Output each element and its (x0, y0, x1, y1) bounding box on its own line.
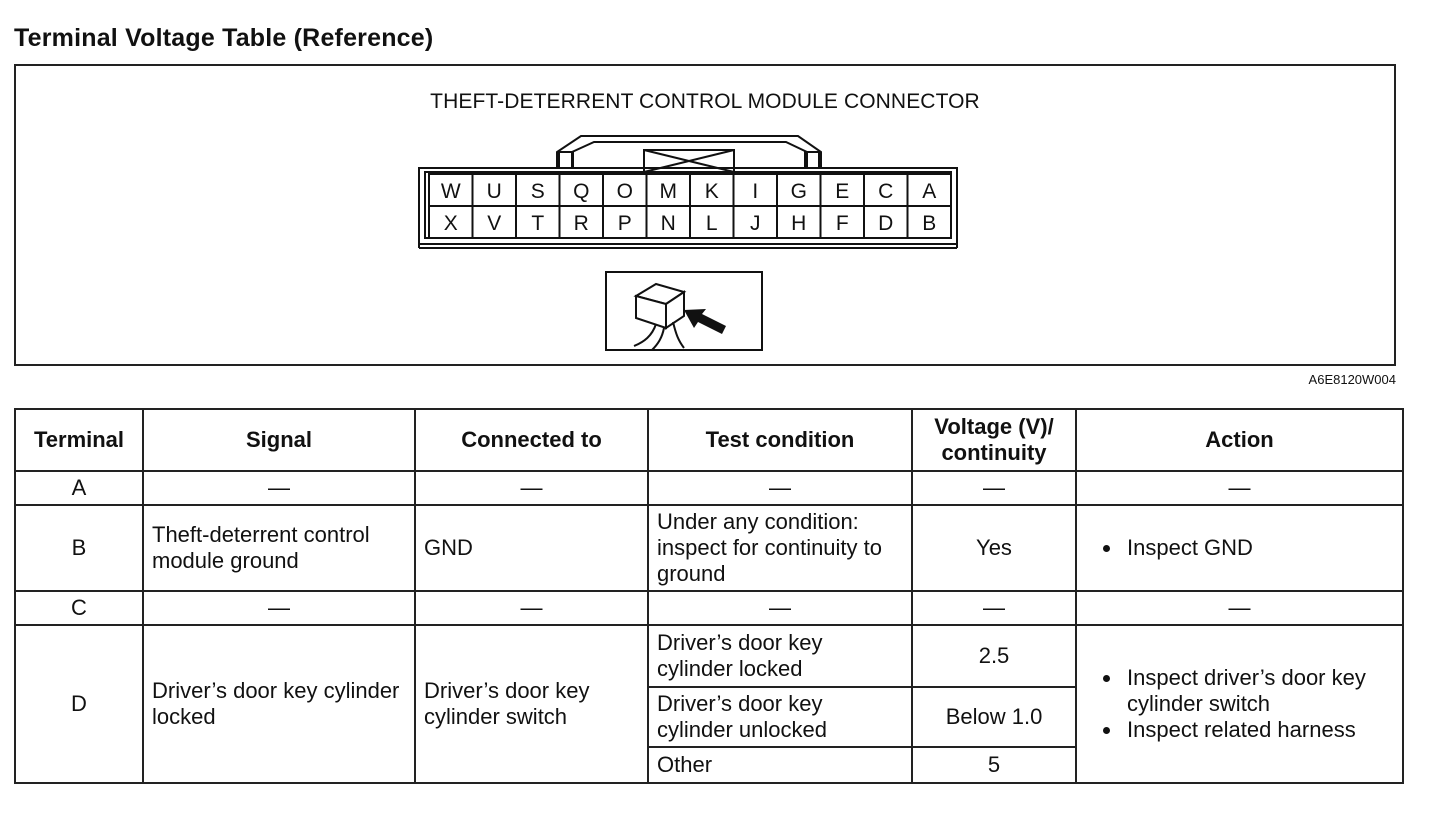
pin-label-w: W (440, 180, 461, 203)
pin-label-m: M (659, 180, 677, 203)
terminal-cell: B (15, 505, 143, 591)
test-condition-cell: Driver’s door key cylinder unlocked (648, 687, 912, 747)
pin-label-q: Q (573, 180, 590, 203)
pin-grid (429, 174, 951, 238)
header-signal: Signal (143, 409, 415, 471)
pin-label-f: F (835, 212, 849, 235)
pin-label-d: D (878, 212, 894, 235)
pin-label-e: E (835, 180, 850, 203)
action-cell (1076, 505, 1403, 591)
signal-cell: Driver’s door key cylinder locked (143, 625, 415, 783)
header-action: Action (1076, 409, 1403, 471)
pin-label-n: N (660, 212, 676, 235)
pin-label-s: S (530, 180, 545, 203)
table-row (15, 471, 1403, 505)
action-item: • Inspect related harness (1123, 717, 1394, 743)
figure-title: THEFT-DETERRENT CONTROL MODULE CONNECTOR (430, 90, 980, 113)
connected-to-cell: Driver’s door key cylinder switch (415, 625, 648, 783)
voltage-cell: — (912, 471, 1076, 505)
signal-cell: — (143, 591, 415, 625)
voltage-cell: — (912, 591, 1076, 625)
pin-label-l: L (705, 212, 718, 235)
connected-to-cell: — (415, 591, 648, 625)
signal-cell: Theft-deterrent control module ground (143, 505, 415, 591)
connector-figure (14, 64, 1396, 366)
action-cell: — (1076, 591, 1403, 625)
action-item: • Inspect driver’s door key cylinder switch (1123, 665, 1394, 717)
connector-lock-tab (557, 136, 821, 168)
action-cell: — (1076, 471, 1403, 505)
header-voltage: Voltage (V)/ continuity (912, 409, 1076, 471)
action-item: • Inspect GND (1123, 535, 1394, 561)
test-condition-cell: Other (648, 747, 912, 783)
pin-label-i: I (752, 180, 759, 203)
table-row (15, 625, 1403, 687)
test-condition-cell: Under any condition: inspect for continuity to ground (648, 505, 912, 591)
connected-to-cell: GND (415, 505, 648, 591)
table-header-row (15, 409, 1403, 471)
action-cell (1076, 625, 1403, 783)
signal-cell: — (143, 471, 415, 505)
pin-label-x: X (443, 212, 458, 235)
header-test-condition: Test condition (648, 409, 912, 471)
page-title: Terminal Voltage Table (Reference) (14, 24, 434, 52)
pin-label-g: G (790, 180, 807, 203)
test-condition-cell: — (648, 471, 912, 505)
test-condition-cell: — (648, 591, 912, 625)
pin-label-a: A (922, 180, 937, 203)
harness-connector-view-icon (606, 272, 762, 350)
pin-label-h: H (791, 212, 807, 235)
pin-label-u: U (486, 180, 502, 203)
pin-label-j: J (750, 212, 761, 235)
terminal-cell: D (15, 625, 143, 783)
header-connected-to: Connected to (415, 409, 648, 471)
pin-label-r: R (573, 212, 589, 235)
connected-to-cell: — (415, 471, 648, 505)
pin-label-b: B (922, 212, 937, 235)
connector-diagram (16, 66, 1396, 366)
pin-label-o: O (616, 180, 633, 203)
figure-code: A6E8120W004 (1308, 372, 1396, 387)
terminal-cell: C (15, 591, 143, 625)
test-condition-cell: Driver’s door key cylinder locked (648, 625, 912, 687)
pin-label-c: C (878, 180, 894, 203)
header-terminal: Terminal (15, 409, 143, 471)
voltage-cell: Below 1.0 (912, 687, 1076, 747)
pin-label-v: V (487, 212, 502, 235)
voltage-cell: 2.5 (912, 625, 1076, 687)
table-row (15, 591, 1403, 625)
pin-label-t: T (531, 212, 545, 235)
voltage-cell: 5 (912, 747, 1076, 783)
terminal-voltage-table (14, 408, 1404, 784)
table-row (15, 505, 1403, 591)
terminal-cell: A (15, 471, 143, 505)
pin-label-p: P (617, 212, 632, 235)
pin-label-k: K (704, 180, 719, 203)
voltage-cell: Yes (912, 505, 1076, 591)
